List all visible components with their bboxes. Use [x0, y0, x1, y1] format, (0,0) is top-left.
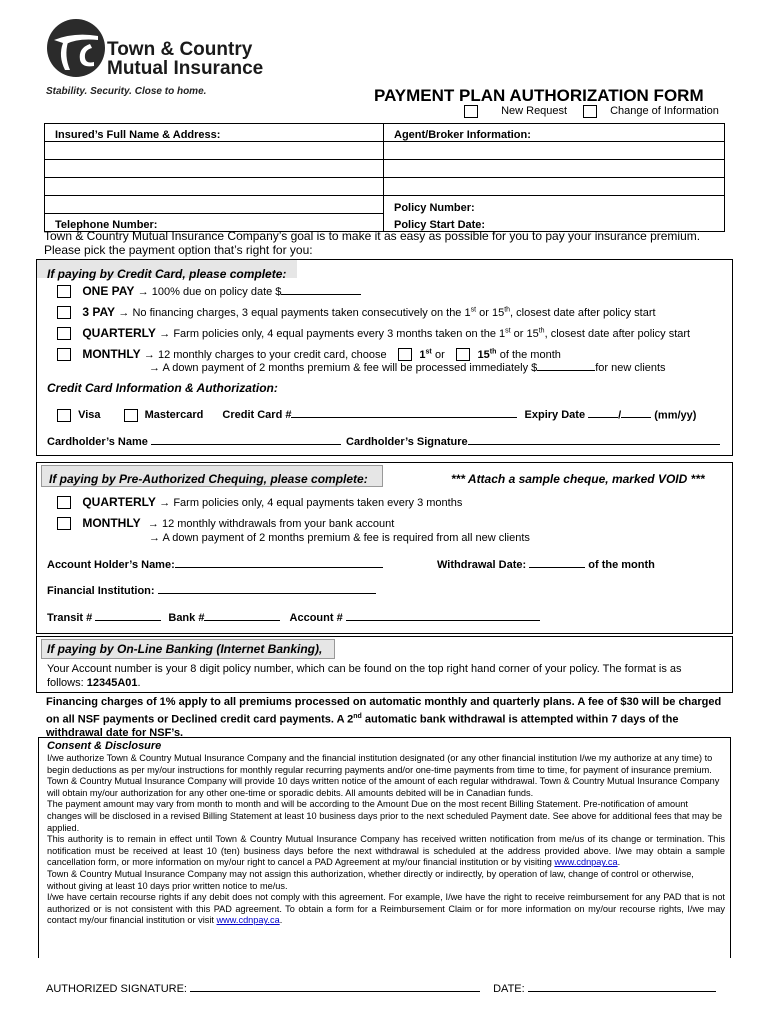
telephone-label: Telephone Number:	[45, 214, 384, 232]
quarterly-cc-text: → Farm policies only, 4 equal payments every 3 months taken on the 1	[159, 328, 506, 340]
monthly-pac-label: MONTHLY	[82, 516, 141, 530]
or-label: or	[435, 349, 445, 361]
cdnpay-link[interactable]: www.cdnpay.ca	[554, 857, 618, 868]
three-pay-text-c: , closest date after policy start	[510, 307, 656, 319]
insured-address-field[interactable]	[45, 142, 384, 160]
three-pay-text: → No financing charges, 3 equal payments taken consecutively on the 1	[118, 307, 471, 319]
consent-heading: Consent & Disclosure	[47, 740, 162, 752]
transit-field[interactable]	[95, 620, 161, 621]
consent-paragraph-4: Town & Country Mutual Insurance Company may not assign this authorization, whether directly or indirectly, by operation of law, change of control or otherwise, without giving at least 10 days prior written notice to me/us.	[47, 868, 694, 891]
online-period: .	[137, 677, 141, 689]
brand-line2: Mutual Insurance	[107, 58, 264, 79]
policy-number-label: Policy Number:	[384, 196, 725, 214]
policy-format-example: 12345A01	[86, 677, 138, 689]
cc-down-payment-text: → A down payment of 2 months premium & fee will be processed immediately $	[149, 362, 538, 374]
authorized-signature-label: AUTHORIZED SIGNATURE:	[46, 983, 187, 995]
one-pay-label: ONE PAY	[82, 284, 135, 298]
bank-label: Bank #	[168, 612, 205, 624]
three-pay-text-b: or 15	[476, 307, 505, 319]
quarterly-cc-option[interactable]	[57, 326, 690, 340]
form-title: PAYMENT PLAN AUTHORIZATION FORM	[374, 86, 704, 105]
financial-institution-label: Financial Institution:	[47, 585, 155, 597]
three-pay-option[interactable]	[57, 305, 656, 319]
fifteenth-sup: th	[489, 348, 497, 356]
three-pay-label: 3 PAY	[82, 305, 116, 319]
new-request-label: New Request	[501, 105, 568, 118]
consent-paragraph-1: I/we authorize Town & Country Mutual Insurance Company and the financial institution designated (or any other financial institution I/we my authorize at any time) to begin deductions as per my/our instructions for monthly regular recurring payments and/or one-time payments from time to time, for payment of insurance premium. Town & Country Mutual Insurance Company will provide 10 days written notice of the amount of each regular withdrawal. Town & Country Mutual Insurance Company will obtain my/our authorization for any other one-time or sporadic debits. All amounts debited will be in Canadian funds.	[47, 753, 720, 798]
withdrawal-date-label: Withdrawal Date:	[437, 559, 527, 571]
account-label: Account #	[289, 612, 343, 624]
one-pay-checkbox[interactable]	[57, 285, 71, 298]
financing-sup: nd	[353, 712, 362, 720]
agent-info-field[interactable]	[384, 160, 725, 178]
visa-label: Visa	[78, 409, 101, 422]
online-banking-text: Your Account number is your 8 digit policy number, which can be found on the top right hand corner of your policy. The format is as follows:	[47, 663, 682, 689]
three-pay-checkbox[interactable]	[57, 306, 71, 319]
one-pay-amount-field[interactable]	[281, 294, 361, 295]
credit-card-heading: If paying by Credit Card, please complete:	[47, 267, 287, 281]
financing-text: Financing charges of 1% apply to all premiums processed on automatic monthly and quarterly plans. A fee of $30 will be charged on all NSF payments or Declined credit card payments. A 2	[46, 696, 722, 726]
pac-down-payment-text: → A down payment of 2 months premium & fee is required from all new clients	[149, 532, 530, 544]
account-holder-field[interactable]	[175, 567, 383, 568]
insured-info-table	[44, 123, 725, 232]
consent-paragraph-2: The payment amount may vary from month to month and will be according to the Amount Due on the most recent Billing Statement. Pre-notification of amount changes will be disclosed in a revised Billing Statement at least 10 business days prior to the next scheduled Payment date. See above for additional fees that may be applied.	[47, 799, 723, 833]
quarterly-pac-checkbox[interactable]	[57, 496, 71, 509]
online-banking-section	[36, 636, 733, 693]
card-number-label: Credit Card #	[222, 409, 292, 422]
of-month-label: of the month	[499, 349, 561, 361]
expiry-year-field[interactable]	[621, 417, 651, 418]
cardholder-signature-label: Cardholder’s Signature	[346, 436, 468, 448]
monthly-pac-option[interactable]	[57, 516, 394, 530]
quarterly-cc-text-b: or 15	[510, 328, 539, 340]
account-field[interactable]	[346, 620, 540, 621]
first-sup: st	[425, 348, 432, 356]
quarterly-cc-label: QUARTERLY	[82, 326, 156, 340]
company-logo	[44, 18, 274, 78]
insured-address-field[interactable]	[45, 196, 384, 214]
monthly-pac-checkbox[interactable]	[57, 517, 71, 530]
change-info-checkbox[interactable]	[583, 105, 597, 118]
quarterly-pac-text: → Farm policies only, 4 equal payments taken every 3 months	[159, 497, 463, 509]
three-pay-sup-2: th	[504, 306, 511, 314]
mmyy-label: (mm/yy)	[654, 409, 697, 422]
monthly-cc-checkbox[interactable]	[57, 348, 71, 361]
agent-info-field[interactable]	[384, 178, 725, 196]
monthly-pac-text: → 12 monthly withdrawals from your bank account	[147, 518, 395, 530]
monthly-cc-text: → 12 monthly charges to your credit card, choose	[143, 349, 387, 361]
visa-checkbox[interactable]	[57, 409, 71, 422]
financing-notice	[46, 696, 726, 740]
transit-label: Transit #	[47, 612, 93, 624]
account-holder-label: Account Holder’s Name:	[47, 559, 175, 571]
online-banking-heading: If paying by On-Line Banking (Internet Banking),	[47, 642, 323, 656]
of-the-month-label: of the month	[588, 559, 655, 571]
cardholder-signature-field[interactable]	[468, 444, 720, 445]
attach-cheque-note: *** Attach a sample cheque, marked VOID ***	[451, 472, 705, 486]
cc-info-heading: Credit Card Information & Authorization:	[47, 381, 278, 395]
three-pay-sup-1: st	[470, 306, 477, 314]
quarterly-pac-option[interactable]	[57, 495, 462, 509]
financial-institution-field[interactable]	[158, 593, 376, 594]
consent-paragraph-5: I/we have certain recourse rights if any debit does not comply with this agreement. For example, I/we have the right to receive reimbursement for any PAD that is not authorized or is not consistent with this PAD agreement. To obtain a form for a Reimbursement Claim or for more information on my/our recourse rights, I/we may contact my/our financial institution or visit	[47, 892, 725, 926]
cardholder-name-field[interactable]	[151, 444, 341, 445]
fifteenth-of-month-checkbox[interactable]	[456, 348, 470, 361]
consent-section: Consent & Disclosure I/we authorize Town & Country Mutual Insurance Company and the financial institution designated (or any other financial institution I/we my authorize at any time) to begin deductions as per my/our instructions for monthly regular recurring payments and/or one-time payments from time to time, for payment of insurance premium. Town & Country Mutual Insurance Company will provide 10 days written notice of the amount of each regular withdrawal. Town & Country Mutual Insurance Company will obtain my/our authorization for any other one-time or sporadic debits. All amounts debited will be in Canadian funds. The payment amount may vary from month to month and will be according to the Amount Due on the most recent Billing Statement. Pre-notification of amount changes will be disclosed in a revised Billing Statement at least 10 business days prior to the next scheduled Payment date. See above for additional fees that may be applied. This authority is to remain in effect until Town & Country Mutual Insurance Company has received written notification from me/us of its change or termination. This notification must be received at least 10 (ten) business days before the next withdrawal is scheduled at the address provided above. I/we may obtain a sample cancellation form, or more information on my/our right to cancel a PAD Agreement at my/our financial institution or by visiting www.cdnpay.ca. Town & Country Mutual Insurance Company may not assign this authorization, whether directly or indirectly, by operation of law, change of control or otherwise, without giving at least 10 days prior written notice to me/us. I/we have certain recourse rights if any debit does not comply with this agreement. For example, I/we have the right to receive reimbursement for any PAD that is not authorized or is not consistent with this PAD agreement. To obtain a form for a Reimbursement Claim or for more information on my/our recourse rights, I/we may contact my/our financial institution or visit www.cdnpay.ca.	[38, 737, 731, 958]
consent-paragraph-3: This authority is to remain in effect until Town & Country Mutual Insurance Company has received written notification from me/us of its change or termination. This notification must be received at least 10 (ten) business days before the next withdrawal is scheduled at the address provided above. I/we may obtain a sample cancellation form, or more information on my/our right to cancel a PAD Agreement at my/our financial institution or by visiting	[47, 834, 725, 868]
for-new-clients-text: for new clients	[595, 362, 666, 374]
cardholder-name-label: Cardholder’s Name	[47, 436, 148, 448]
agent-info-field[interactable]	[384, 142, 725, 160]
expiry-slash: /	[618, 409, 622, 422]
quarterly-pac-label: QUARTERLY	[82, 495, 156, 509]
pac-section	[36, 462, 733, 634]
new-request-checkbox[interactable]	[464, 105, 478, 118]
change-info-option[interactable]	[583, 105, 719, 118]
credit-card-section	[36, 259, 733, 456]
mastercard-checkbox[interactable]	[124, 409, 138, 422]
financing-text-b: automatic bank withdrawal is attempted within 7 days of the withdrawal date for NSF’s.	[46, 713, 679, 739]
quarterly-cc-text-c: , closest date after policy start	[544, 328, 691, 340]
new-request-option[interactable]	[464, 105, 567, 118]
cdnpay-link[interactable]: www.cdnpay.ca	[216, 915, 280, 926]
down-payment-amount-field[interactable]	[537, 370, 595, 371]
pac-heading: If paying by Pre-Authorized Chequing, please complete:	[49, 472, 368, 486]
monthly-cc-option[interactable]	[57, 347, 561, 361]
first-of-month-checkbox[interactable]	[398, 348, 412, 361]
brand-line1: Town & Country	[107, 39, 253, 60]
insured-address-field[interactable]	[45, 178, 384, 196]
insured-name-label: Insured’s Full Name & Address:	[45, 124, 384, 142]
fifteenth-label: 15	[477, 349, 490, 361]
logo-tagline: Stability. Security. Close to home.	[46, 86, 207, 97]
one-pay-text: → 100% due on policy date $	[137, 286, 282, 298]
quarterly-cc-sup-2: th	[538, 327, 545, 335]
expiry-month-field[interactable]	[588, 417, 618, 418]
date-label: DATE:	[493, 983, 525, 995]
expiry-label: Expiry Date	[524, 409, 586, 422]
mastercard-label: Mastercard	[144, 409, 204, 422]
bank-field[interactable]	[204, 620, 280, 621]
quarterly-cc-checkbox[interactable]	[57, 327, 71, 340]
one-pay-option[interactable]	[57, 284, 361, 298]
quarterly-cc-sup-1: st	[505, 327, 511, 335]
card-number-field[interactable]	[291, 417, 517, 418]
agent-info-label: Agent/Broker Information:	[384, 124, 725, 142]
change-info-label: Change of Information	[610, 105, 719, 118]
logo-emblem-icon	[44, 18, 108, 78]
first-label: 1	[419, 349, 426, 361]
policy-start-label: Policy Start Date:	[384, 214, 725, 232]
monthly-cc-label: MONTHLY	[82, 347, 141, 361]
withdrawal-date-field[interactable]	[529, 567, 585, 568]
authorized-signature-field[interactable]	[190, 991, 480, 992]
insured-address-field[interactable]	[45, 160, 384, 178]
intro-text: Town & Country Mutual Insurance Company’s goal is to make it as easy as possible for you to pay your insurance premium. Please pick the payment option that’s right for you:	[44, 229, 701, 257]
date-field[interactable]	[528, 991, 716, 992]
